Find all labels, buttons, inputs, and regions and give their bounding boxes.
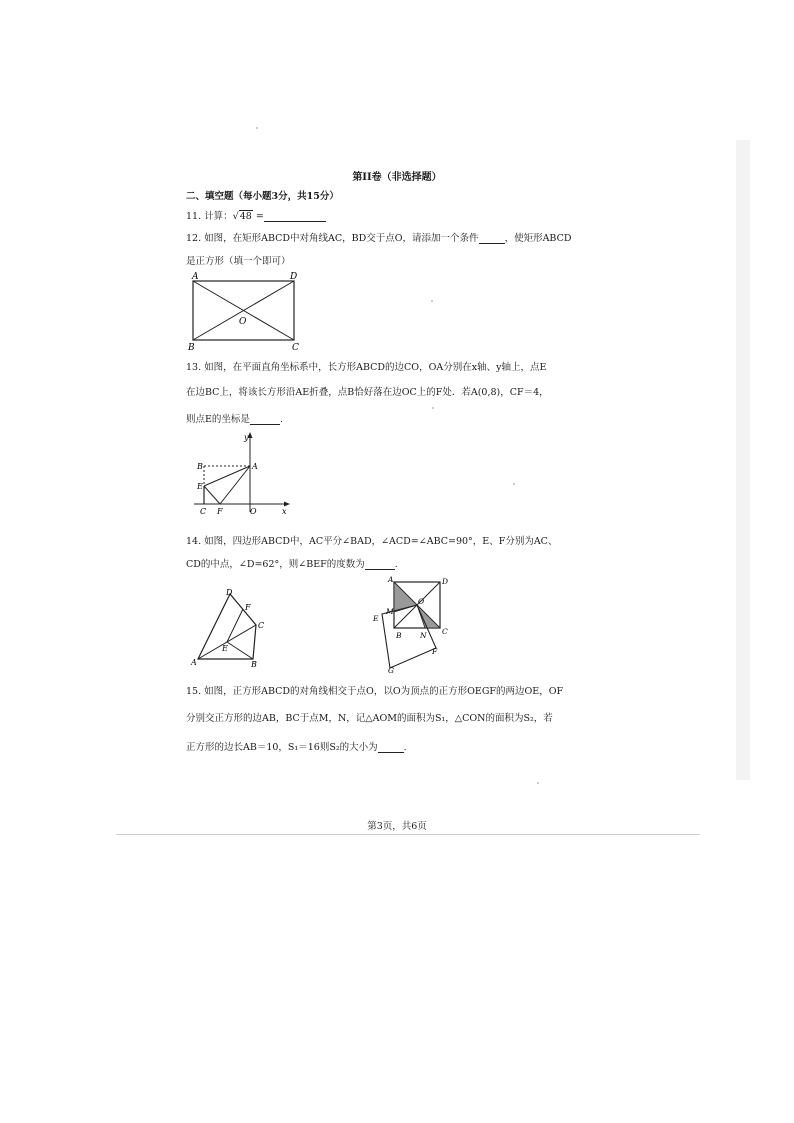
scan-speck [431, 300, 433, 302]
point-f-label: F [217, 507, 223, 516]
answer-blank[interactable] [479, 233, 505, 244]
point-b-label: B [188, 343, 195, 352]
q15-line3: 正方形的边长AB＝10，S₁＝16则S₂的大小为 [186, 742, 378, 753]
point-d-label: D [442, 577, 449, 586]
answer-blank[interactable] [365, 559, 395, 570]
question-11 [186, 208, 326, 222]
segment-ef [204, 486, 220, 504]
answer-blank[interactable] [250, 414, 280, 425]
question-15-line1: 15. 如图，正方形ABCD的对角线相交于点O，以O为顶点的正方形OEGF的两边OE，OF [186, 686, 564, 697]
point-g-label: G [388, 666, 394, 674]
q12-line1-tail: ，使矩形ABCD [504, 233, 572, 244]
point-o-label: O [239, 317, 247, 327]
point-c-label: C [442, 627, 448, 636]
point-a-label: A [252, 462, 258, 471]
point-o-label: O [250, 507, 257, 516]
q14-line2-tail: . [394, 559, 398, 570]
question-15-line2: 分别交正方形的边AB，BC于点M，N，记△AOM的面积为S₁，△CON的面积为S₂，若 [186, 713, 553, 724]
point-c-label: C [200, 507, 207, 516]
point-f-label: F [245, 603, 251, 612]
page-footer: 第3页，共6页 [367, 821, 427, 832]
scan-edge-shadow [736, 140, 750, 780]
question-12-line1 [186, 230, 571, 244]
section-heading: 二、填空题（每小题3分，共15分） [186, 191, 339, 202]
question-15-line3 [186, 739, 407, 753]
point-m-label: M [386, 607, 394, 616]
sqrt-symbol: √48 [232, 211, 252, 222]
question-13-line3 [186, 411, 283, 425]
scan-speck [432, 407, 434, 409]
point-o-label: O [418, 597, 425, 606]
point-f-label: F [432, 647, 438, 656]
point-c-label: C [292, 343, 299, 352]
segment-be [227, 642, 253, 659]
point-a-label: A [191, 658, 197, 667]
axis-x-label: x [282, 507, 287, 516]
point-a-label: A [192, 272, 199, 282]
point-b-label: B [197, 462, 203, 471]
axis-y-label: y [244, 433, 249, 442]
question-13-line2: 在边BC上，将该长方形沿AE折叠，点B恰好落在边OC上的F处．若A(0,8)，CF＝4， [186, 387, 549, 398]
q12-rectangle-figure [185, 270, 305, 352]
point-d-label: D [290, 272, 298, 282]
question-13-line1: 13. 如图，在平面直角坐标系中，长方形ABCD的边CO，OA分别在x轴、y轴上，点E [186, 362, 547, 373]
point-d-label: D [226, 588, 233, 597]
point-n-label: N [420, 631, 427, 640]
point-e-label: E [222, 644, 228, 653]
point-e-label: E [373, 614, 379, 623]
segment-af [220, 466, 250, 504]
point-b-label: B [396, 631, 402, 640]
q15-line3-tail: . [403, 742, 407, 753]
point-c-label: C [258, 621, 265, 630]
q14-quadrilateral-figure [186, 585, 271, 670]
q14-line2: CD的中点，∠D=62°，则∠BEF的度数为 [186, 559, 365, 570]
scan-speck [537, 782, 539, 784]
fold-line-ae [204, 466, 250, 486]
q11-suffix: = [252, 211, 264, 222]
scan-speck [513, 483, 515, 485]
answer-blank[interactable] [264, 211, 326, 222]
answer-blank[interactable] [378, 742, 404, 753]
question-14-line2 [186, 556, 398, 570]
triangle-con-shaded [417, 605, 440, 628]
scan-speck [256, 127, 258, 129]
q13-line3: 则点E的坐标是 [186, 414, 250, 425]
q12-line1: 12. 如图，在矩形ABCD中对角线AC，BD交于点O，请添加一个条件 [186, 233, 479, 244]
point-b-label: B [251, 660, 257, 669]
q13-coordinate-figure [190, 430, 295, 518]
point-e-label: E [197, 482, 203, 491]
q11-radicand: 48 [239, 211, 252, 222]
page-title: 第II卷（非选择题） [352, 172, 442, 183]
q13-line3-tail: . [279, 414, 283, 425]
footer-rule [116, 834, 700, 835]
point-a-label: A [388, 575, 394, 584]
q15-squares-figure [368, 574, 458, 674]
question-12-line2: 是正方形（填一个即可） [186, 256, 291, 267]
q11-prefix: 11. 计算： [186, 211, 233, 222]
x-axis-arrow [284, 502, 290, 507]
question-14-line1: 14. 如图，四边形ABCD中，AC平分∠BAD，∠ACD=∠ABC=90°，E、F分别为AC、 [186, 536, 558, 547]
